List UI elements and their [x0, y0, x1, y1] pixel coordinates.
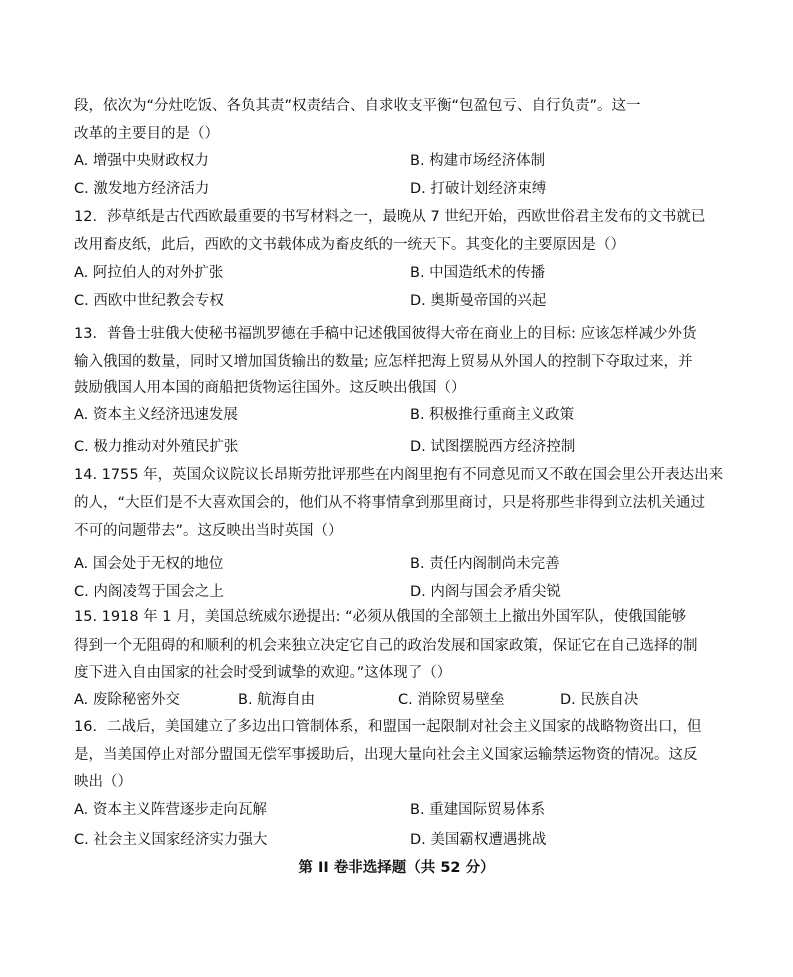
option-b: B. 航海自由 [238, 692, 316, 708]
option-a: A. 国会处于无权的地位 [74, 556, 224, 572]
option-b: B. 重建国际贸易体系 [410, 802, 546, 818]
option-a: A. 阿拉伯人的对外扩张 [74, 265, 224, 281]
question-15-text: 得到一个无阻碍的和顺利的机会来独立决定它自己的政治发展和国家政策，保证它在自己选择的制 [74, 638, 698, 654]
option-b: B. 构建市场经济体制 [410, 153, 546, 169]
option-c: C. 西欧中世纪教会专权 [74, 293, 224, 309]
question-16-text: 16．二战后，美国建立了多边出口管制体系，和盟国一起限制对社会主义国家的战略物资出口，但 [74, 719, 702, 735]
option-c: C. 社会主义国家经济实力强大 [74, 832, 268, 848]
question-15-text: 度下进入自由国家的社会时受到诚挚的欢迎。”这体现了（） [74, 665, 452, 681]
question-16-text: 是，当美国停止对部分盟国无偿军事援助后，出现大量向社会主义国家运输禁运物资的情况。这反 [74, 747, 698, 763]
option-c: C. 内阁凌驾于国会之上 [74, 584, 224, 600]
question-12-text: 改用畜皮纸，此后，西欧的文书载体成为畜皮纸的一统天下。其变化的主要原因是（） [74, 237, 625, 253]
option-b: B. 责任内阁制尚未完善 [410, 556, 560, 572]
option-b: B. 中国造纸术的传播 [410, 265, 546, 281]
option-d: D. 奥斯曼帝国的兴起 [410, 293, 547, 309]
option-a: A. 资本主义阵营逐步走向瓦解 [74, 802, 267, 818]
option-a: A. 资本主义经济迅速发展 [74, 407, 238, 423]
option-d: D. 民族自决 [560, 692, 639, 708]
option-d: D. 内阁与国会矛盾尖锐 [410, 584, 561, 600]
option-b: B. 积极推行重商主义政策 [410, 407, 575, 423]
question-15-text: 15. 1918 年 1 月，美国总统威尔逊提出: “必须从俄国的全部领土上撤出外国军队，使俄国能够 [74, 609, 687, 625]
question-12-text: 12．莎草纸是古代西欧最重要的书写材料之一，最晚从 7 世纪开始，西欧世俗君主发布的文书就已 [74, 209, 706, 225]
section-title: 第 II 卷非选择题（共 52 分） [298, 860, 495, 876]
question-16-text: 映出（） [74, 774, 132, 790]
question-13-text: 输入俄国的数量，同时又增加国货输出的数量; 应怎样把海上贸易从外国人的控制下夺取过来，并 [74, 354, 693, 370]
question-14-text: 不可的问题带去”。这反映出当时英国（） [74, 523, 343, 539]
option-c: C. 极力推动对外殖民扩张 [74, 439, 239, 455]
option-d: D. 试图摆脱西方经济控制 [410, 439, 576, 455]
question-14-text: 14. 1755 年，英国众议院议长昂斯劳批评那些在内阁里抱有不同意见而又不敢在国会里公开表达出来 [74, 467, 724, 483]
question-text: 段，依次为“分灶吃饭、各负其责”权责结合、自求收支平衡“包盈包亏、自行负责”。这一 [74, 98, 641, 114]
option-d: D. 打破计划经济束缚 [410, 181, 547, 197]
option-c: C. 激发地方经济活力 [74, 181, 210, 197]
option-a: A. 废除秘密外交 [74, 692, 180, 708]
question-13-text: 鼓励俄国人用本国的商船把货物运往国外。这反映出俄国（） [74, 380, 466, 396]
option-d: D. 美国霸权遭遇挑战 [410, 832, 547, 848]
option-a: A. 增强中央财政权力 [74, 153, 209, 169]
question-text: 改革的主要目的是（） [74, 126, 219, 142]
question-14-text: 的人，“大臣们是不大喜欢国会的，他们从不将事情拿到那里商讨，只是将那些非得到立法机关通过 [74, 495, 706, 511]
question-13-text: 13．普鲁士驻俄大使秘书福凯罗德在手稿中记述俄国彼得大帝在商业上的目标: 应该怎样减少外货 [74, 326, 697, 342]
option-c: C. 消除贸易壁垒 [398, 692, 505, 708]
